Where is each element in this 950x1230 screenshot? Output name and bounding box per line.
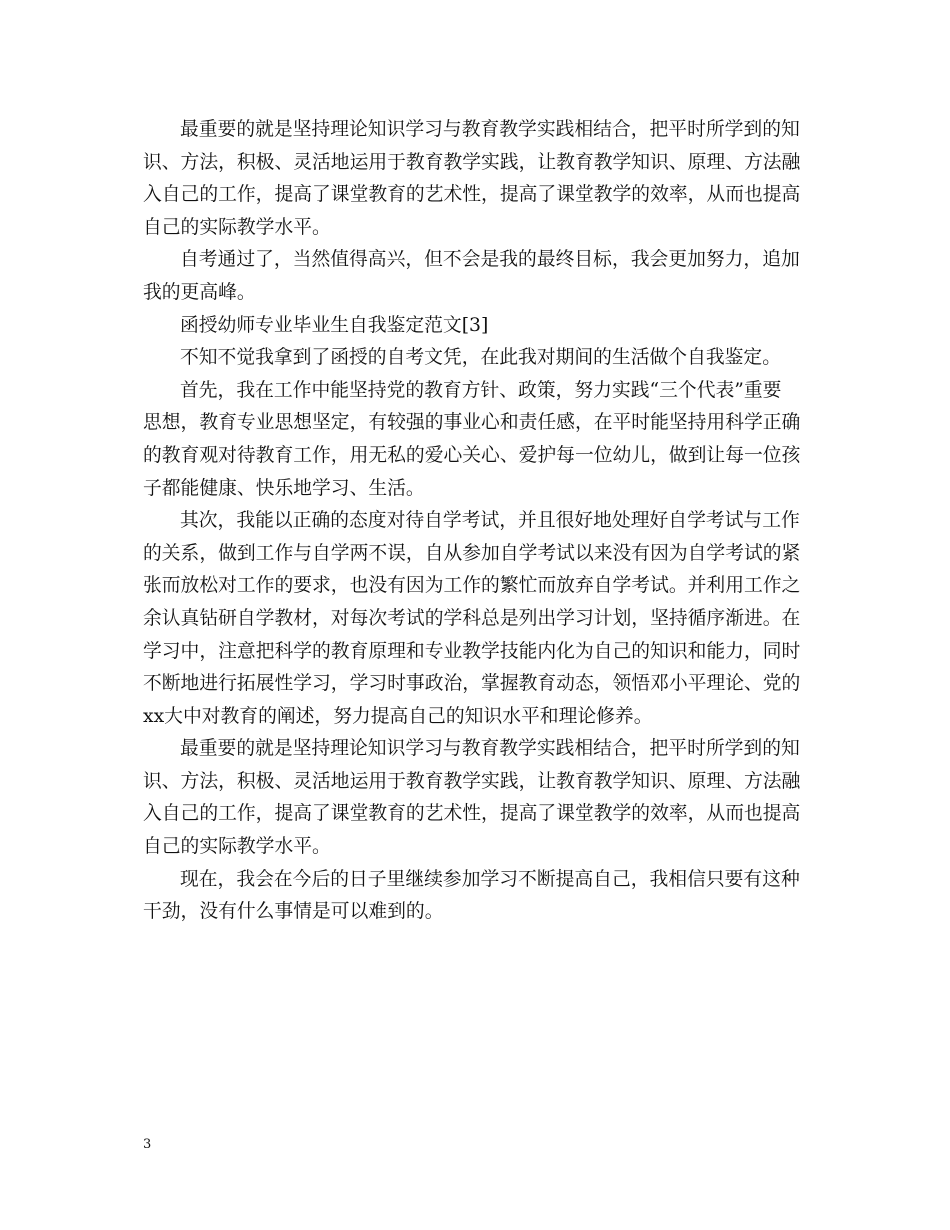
text-line: 识、方法，积极、灵活地运用于教育教学实践，让教育教学知识、原理、方法融: [143, 770, 801, 792]
text-line: 入自己的工作，提高了课堂教育的艺术性，提高了课堂教学的效率，从而也提高: [143, 184, 801, 206]
text-line: 现在，我会在今后的日子里继续参加学习不断提高自己，我相信只要有这种: [180, 868, 800, 890]
text-line: 不知不觉我拿到了函授的自考文凭，在此我对期间的生活做个自我鉴定。: [180, 347, 781, 369]
text-line: 入自己的工作，提高了课堂教育的艺术性，提高了课堂教学的效率，从而也提高: [143, 803, 801, 825]
section-heading: [143, 310, 811, 343]
section-heading-text: 函授幼师专业毕业生自我鉴定范文[3]: [180, 314, 489, 336]
text-line: 最重要的就是坚持理论知识学习与教育教学实践相结合，把平时所学到的知: [180, 119, 800, 140]
text-line: 其次，我能以正确的态度对待自学考试，并且很好地处理好自学考试与工作: [180, 510, 800, 532]
text-line: 子都能健康、快乐地学习、生活。: [143, 477, 425, 499]
text-line: 最重要的就是坚持理论知识学习与教育教学实践相结合，把平时所学到的知: [180, 738, 800, 760]
text-line: 的关系，做到工作与自学两不误，自从参加自学考试以来没有因为自学考试的紧: [143, 542, 801, 564]
paragraph-2: [143, 244, 811, 309]
text-line: 张而放松对工作的要求，也没有因为工作的繁忙而放弃自学考试。并利用工作之: [143, 575, 801, 597]
text-line: 首先，我在工作中能坚持党的教育方针、政策，努力实践“三个代表”重要: [180, 379, 782, 401]
paragraph-4: [143, 375, 811, 505]
text-line: 思想，教育专业思想坚定，有较强的事业心和责任感，在平时能坚持用科学正确: [143, 412, 801, 434]
text-line: 自己的实际教学水平。: [143, 216, 331, 238]
text-line: 不断地进行拓展性学习，学习时事政治，掌握教育动态，领悟邓小平理论、党的: [143, 673, 801, 695]
text-line: 我的更高峰。: [143, 281, 256, 303]
text-line: xx大中对教育的阐述，努力提高自己的知识水平和理论修养。: [143, 705, 653, 727]
text-line: 识、方法，积极、灵活地运用于教育教学实践，让教育教学知识、原理、方法融: [143, 151, 801, 173]
paragraph-7: [143, 864, 811, 929]
text-line: 自考通过了，当然值得高兴，但不会是我的最终目标，我会更加努力，追加: [180, 249, 800, 271]
page-number: 3: [143, 1137, 152, 1152]
text-line: 干劲，没有什么事情是可以难到的。: [143, 901, 444, 923]
text-line: 的教育观对待教育工作，用无私的爱心关心、爱护每一位幼儿，做到让每一位孩: [143, 444, 801, 466]
text-line: 学习中，注意把科学的教育原理和专业教学技能内化为自己的知识和能力，同时: [143, 640, 801, 662]
paragraph-3: [143, 342, 811, 375]
text-line: 余认真钻研自学教材，对每次考试的学科总是列出学习计划，坚持循序渐进。在: [143, 607, 801, 629]
paragraph-6: [143, 733, 811, 863]
paragraph-1: [143, 114, 811, 244]
document-body: [143, 114, 811, 929]
text-line: 自己的实际教学水平。: [143, 836, 331, 858]
paragraph-5: [143, 505, 811, 733]
